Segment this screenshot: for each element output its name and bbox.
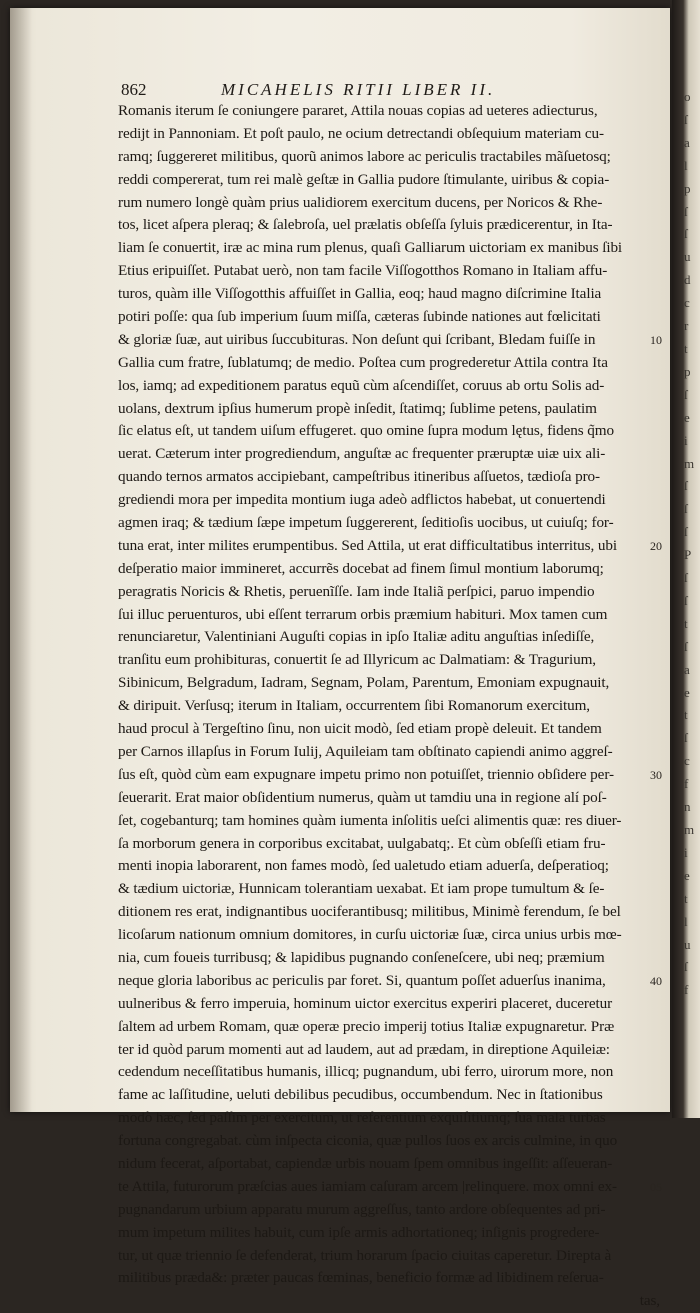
text-line: quando ternos armatos accipiebant, campeſtribus itineribus aſſuetos, tædioſa pro- <box>118 468 600 486</box>
bleed-letter: a <box>684 134 690 150</box>
text-line: peragratis Noricis & Rhetis, peruenĩſſe. Iam inde Italiã perſpici, paruo impendio <box>118 582 595 600</box>
text-line: militibus præda&: præter paucas fœminas, beneficio formæ ad libidinem reſerua- <box>118 1269 604 1287</box>
text-line: ſet, cogebanturq; tam homines quàm iumenta inſolitis ueſci alimentis quæ: res diuer- <box>118 811 622 829</box>
catchword: tas, <box>639 1292 660 1310</box>
bleed-letter: u <box>684 936 691 952</box>
bleed-letter: f <box>684 776 689 792</box>
text-line: los, iamq; ad expeditionem paratus equũ cùm aſcendiſſet, coruus ab ortu Solis ad- <box>118 376 605 394</box>
bleed-letter: m <box>684 822 695 837</box>
text-line: ſeuerarit. Erat maior obſidentium numerus, quàm ut tamdiu una in regione alí poſ- <box>118 788 607 806</box>
text-line: fortuna congregabat. cùm inſpecta ciconia, quæ pullos ſuos ex arcis culmine, in quo <box>118 1132 618 1150</box>
text-line: haud procul à Tergeſtino ſinu, non uicit modò, ſed etiam propè deleuit. Et tandem <box>118 720 602 738</box>
bleed-letter: e <box>684 409 690 425</box>
text-line: ter id quòd parum momenti aut ad laudem, aut ad prædam, in direptione Aquileiæ: <box>118 1040 610 1058</box>
text-line: cedendum neceſſitatibus humanis, illicq; pugnandum, ubi ferro, uirorum more, non <box>118 1063 614 1081</box>
facing-page-bleed-text <box>684 86 700 1002</box>
text-line: neque gloria laboribus ac periculis par foret. Si, quantum poſſet aduerſus inanima, <box>118 971 606 989</box>
bleed-letter: r <box>684 318 689 334</box>
bleed-letter: ſ <box>684 478 688 494</box>
bleed-letter: a <box>684 661 690 677</box>
text-line: Sibinicum, Belgradum, Iadram, Segnam, Polam, Parentum, Emoniam expugnauit, <box>118 674 610 692</box>
bleed-letter: n <box>684 799 691 815</box>
bleed-letter: ſ <box>684 959 688 975</box>
text-line: ſic elatus eſt, ut tandem uiſum effugeret. quo omine ſupra modum lętus, fidens q̃mo <box>118 422 614 440</box>
bleed-letter: m <box>684 455 695 471</box>
book-page <box>10 8 670 1310</box>
text-line: tos, licet aſpera pleraq; & ſalebroſa, uel prælatis obſeſſa ſyluis prædicerentur, in Ita- <box>118 216 613 234</box>
margin-number: 05 <box>650 1180 662 1195</box>
text-line: rum numero longè quàm prius ualidiorem exercitum ducens, per Noricos & Rhe- <box>118 193 603 211</box>
bleed-letter: c <box>684 753 690 769</box>
text-line: te Attila, futurorum præſcias aues iamiam caſuram arcem |relinquere. mox omni ex- <box>118 1177 617 1195</box>
text-line: renunciaretur, Valentiniani Auguſti copias in ipſo Italiæ aditu anguſtias inſediſſe, <box>118 628 595 646</box>
text-line: ſui illuc peruenturos, ubi eſſent terrarum orbis præmium habituri. Mox tamen cum <box>118 605 608 623</box>
text-line: menti inopia laborarent, non fames modò, ſed ualetudo etiam aduerſa, deſperatioq; <box>118 857 609 875</box>
text-line: fame ac laſſitudine, ueluti debilibus pecudibus, occumbendum. Nec in ſtationibus <box>118 1086 603 1104</box>
bleed-letter: f <box>684 982 689 998</box>
margin-number: 40 <box>650 974 662 989</box>
text-line: ſa morborum genera in corporibus excitabat, uulgabatq;. Et cùm obſeſſi etiam fru- <box>118 834 606 852</box>
margin-number: 10 <box>650 333 662 347</box>
text-line: tranſitu eum prohibituras, conuertit ſe ad Illyricum ac Dalmatiam: & Tragurium, <box>118 651 596 669</box>
bleed-letter: t <box>684 890 688 906</box>
bleed-letter: ſ <box>684 592 688 608</box>
text-line: Etius eripuiſſet. Putabat uerò, non tam facile Viſſogotthos Romano in Italiam affu- <box>118 262 608 280</box>
bleed-letter: ſ <box>684 226 688 242</box>
bleed-letter: ſ <box>684 203 688 219</box>
text-line: uulneribus & ferro imperuia, hominum uictor exercitus experiri placeret, duceretur <box>118 994 613 1012</box>
gutter-shadow <box>10 8 32 1112</box>
running-head: MICAHELIS RITII LIBER II. <box>221 80 496 99</box>
bleed-letter: o <box>684 89 691 104</box>
text-line: pugnandarum urbium apparatu murum aggreſſus, tanto ardore obſequentes ad pri- <box>118 1200 606 1218</box>
bleed-letter: i <box>684 844 688 860</box>
text-line: nia, cum foueis turribusq; & lapidibus pugnando conſeneſcere, ubi neq; præmium <box>118 948 605 966</box>
text-line: tur, ut quæ triennio ſe defenderat, trium horarum ſpacio ciuitas caperetur. Direpta à <box>118 1246 612 1264</box>
bleed-letter: e <box>684 684 690 700</box>
text-line: modò hæc, ſed paſſim per exercitum, ut referentium exquiſitiumq; ſua mala turbas <box>118 1109 606 1127</box>
bleed-letter: e <box>684 867 690 883</box>
bleed-letter: p <box>684 363 691 379</box>
text-line: tuna erat, inter milites erumpentibus. Sed Attila, ut erat difficultatibus interritus, ubi <box>118 536 617 554</box>
text-line: & diripuit. Verſusq; iterum in Italiam, occurrentem ſibi Romanorum exercitum, <box>118 697 591 715</box>
text-line: mum impetum milites habuit, cum ipſe armis adhortationeq; inſignis progredere- <box>118 1223 600 1241</box>
bleed-letter: d <box>684 272 691 288</box>
bleed-letter: t <box>684 707 688 723</box>
bleed-letter: ſ <box>684 570 688 586</box>
text-line: redijt in Pannoniam. Et poſt paulo, ne ocium detrectandi obſequium materiam cu- <box>118 124 604 142</box>
text-line: liam ſe conuertit, iræ ac mina rum plenus, quaſi Galliarum uictoriam ex manibus ſibi <box>118 239 623 257</box>
page-number: 862 <box>121 80 147 99</box>
text-line: Romanis iterum ſe coniungere pararet, Attila nouas copias ad ueteres adiecturus, <box>118 102 598 119</box>
text-line: ſaltem ad urbem Romam, quæ operæ precio imperij totius Italiæ expugnaretur. Præ <box>118 1017 615 1035</box>
text-line: ſus eſt, quòd cùm eam expugnare impetu primo non potuiſſet, triennio obſidere per- <box>118 765 614 783</box>
text-line: turos, quàm ille Viſſogotthis affuiſſet in Gallia, eoq; haud magno diſcrimine Italia <box>118 285 602 303</box>
bleed-letter: ſ <box>684 524 688 540</box>
text-line: ditionem res erat, indignantibus uociferantibusq; militibus, Minimè ferendum, ſe bel <box>118 903 621 921</box>
margin-number: 30 <box>650 768 662 783</box>
text-line: per Carnos illapſus in Forum Iulij, Aquileiam tam obſtinato capiendi animo aggreſ- <box>118 742 613 760</box>
text-line: Gallia cum fratre, ſublatumq; de medio. Poſtea cum progrederetur Attila contra Ita <box>118 353 608 371</box>
bleed-letter: ſ <box>684 111 688 127</box>
bleed-letter: u <box>684 249 691 265</box>
text-line: uolans, dextrum ipſius humerum propè inſedit, ſtatimq; ſublime petens, paulatim <box>118 399 597 417</box>
bleed-letter: ſ <box>684 638 688 654</box>
bleed-letter: t <box>684 340 688 356</box>
margin-number: 20 <box>650 539 662 554</box>
text-line: uerat. Cæterum inter progrediendum, anguſtæ ac frequenter præruptæ uiæ uix ali- <box>118 445 606 463</box>
bleed-letter: c <box>684 295 690 311</box>
bleed-letter: P <box>684 547 692 563</box>
text-line: & gloriæ ſuæ, aut uiribus ſuccubituras. Non deſunt qui ſcribant, Bledam fuiſſe in <box>118 330 596 348</box>
bleed-letter: l <box>684 913 688 929</box>
text-line: potiri poſſe: qua ſub imperium ſuum miſſa, cæteras ſubinde nationes aut fœlicitati <box>118 308 601 326</box>
bleed-letter: ſ <box>684 501 688 517</box>
bleed-letter: t <box>684 615 688 631</box>
text-line: & tædium uictoriæ, Hunnicam tolerantiam uexabat. Et iam prope tumultum & ſe- <box>118 880 605 898</box>
bleed-letter: p <box>684 180 691 196</box>
text-line: reddi compererat, tum rei malè geſtæ in Gallia pudore ſtimulante, uiribus & copia- <box>118 170 610 188</box>
text-line: licoſarum nationum omnium domitores, in curſu uictoriæ ſuæ, circa unius urbis mœ- <box>118 926 622 944</box>
bleed-letter: ſ <box>684 730 688 746</box>
bleed-letter: ſ <box>684 386 688 402</box>
facing-page-edge <box>672 0 700 1118</box>
text-line: ramq; ſuggereret militibus, quorũ animos labore ac periculis tractabiles mãſuetosq; <box>118 147 611 165</box>
text-body <box>118 100 660 1313</box>
bleed-letter: l <box>684 157 688 173</box>
text-line: grediendi mora per impedita montium iuga adeò adflictos habebat, ut conuertendi <box>118 491 606 509</box>
text-line: nidum fecerat, aſportabat, capiendæ urbis nouam ſpem omnibus ingeſſit: aſſeueran- <box>118 1154 613 1172</box>
text-line: agmen iraq; & tædium ſæpe impetum ſuggererent, ſeditioſis uocibus, ut cuiuſq; for- <box>118 514 614 532</box>
bleed-letter: i <box>684 432 688 448</box>
text-line: deſperatio maior immineret, accurrẽs docebat ad finem ſimul montium laborumq; <box>118 559 604 577</box>
